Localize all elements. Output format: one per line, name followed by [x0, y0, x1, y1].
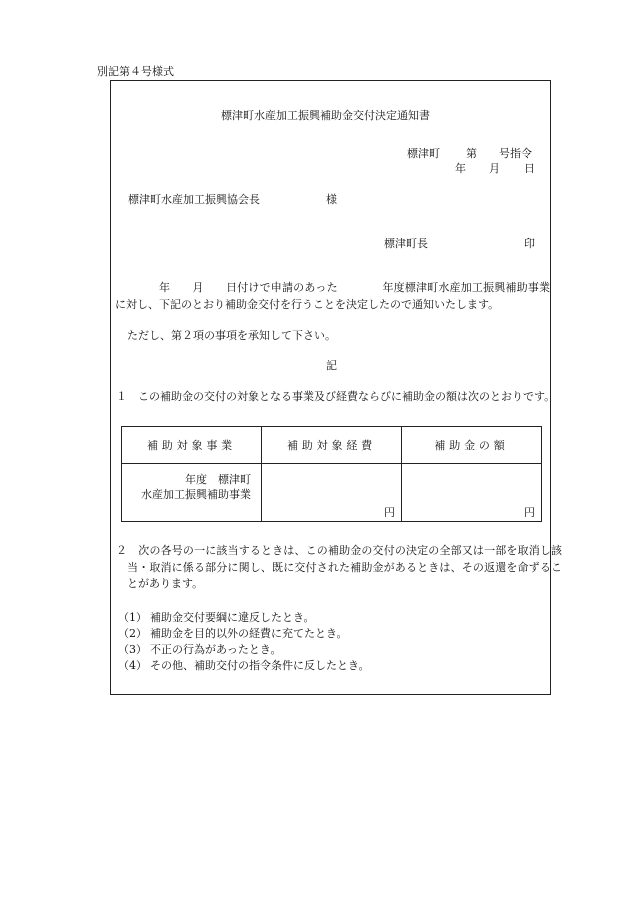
form-label: 別記第４号様式	[97, 65, 174, 78]
cell-project	[122, 464, 262, 522]
header-amount: 補助金の額	[402, 427, 542, 464]
condition-text: 不正の行為があったとき。	[150, 643, 282, 656]
cell-amount	[402, 464, 542, 522]
seal-mark: 印	[524, 237, 535, 250]
condition-item	[118, 628, 348, 639]
condition-text: 補助金交付要綱に違反したとき。	[150, 611, 315, 624]
addressee-name: 標津町水産加工振興協会長	[128, 193, 260, 206]
condition-item	[118, 660, 370, 671]
condition-number: （1）	[118, 611, 147, 624]
ki-heading: 記	[326, 359, 337, 372]
body-note: ただし、第２項の事項を承知して下さい。	[127, 329, 336, 342]
reference-dai: 第	[466, 147, 477, 160]
date-year: 年	[455, 162, 466, 175]
condition-number: （4）	[118, 659, 147, 672]
condition-item	[118, 644, 281, 655]
reference-go-shirei: 号指令	[499, 147, 532, 160]
header-expense: 補助対象経費	[262, 427, 402, 464]
project-description	[141, 472, 251, 502]
date-month: 月	[489, 162, 500, 175]
sender-title: 標津町長	[384, 237, 428, 250]
condition-text: その他、補助交付の指令条件に反したとき。	[150, 659, 370, 672]
table-row	[122, 464, 542, 522]
amount-yen-unit: 円	[524, 506, 535, 519]
body-paragraph: 年 月 日付けで申請のあった 年度標津町水産加工振興補助事業に対し、下記のとおり補助金交付を行うことを決定したので通知いたします。	[115, 281, 550, 311]
project-line-1: 年度 標津町	[185, 473, 251, 486]
header-project: 補助対象事業	[122, 427, 262, 464]
table-header-row	[122, 427, 542, 464]
expense-yen-unit: 円	[384, 506, 395, 519]
date-day: 日	[524, 162, 535, 175]
cell-expense	[262, 464, 402, 522]
project-line-2: 水産加工振興補助事業	[141, 488, 251, 501]
subsidy-table	[121, 426, 542, 522]
condition-number: （3）	[118, 643, 147, 656]
section-2: ２ 次の各号の一に該当するときは、この補助金の交付の決定の全部又は一部を取消し該当・取消に係る部分に関し、既に交付された補助金があるときは、その返還を命ずることがあります。	[116, 544, 562, 590]
document-title: 標津町水産加工振興補助金交付決定通知書	[221, 109, 430, 122]
section-1: １ この補助金の交付の対象となる事業及び経費ならびに補助金の額は次のとおりです。	[116, 390, 556, 403]
document-frame	[110, 80, 551, 695]
reference-town: 標津町	[407, 147, 440, 160]
condition-number: （2）	[118, 627, 147, 640]
addressee-honorific: 様	[326, 193, 337, 206]
condition-item	[118, 612, 315, 623]
condition-text: 補助金を目的以外の経費に充てたとき。	[150, 627, 348, 640]
